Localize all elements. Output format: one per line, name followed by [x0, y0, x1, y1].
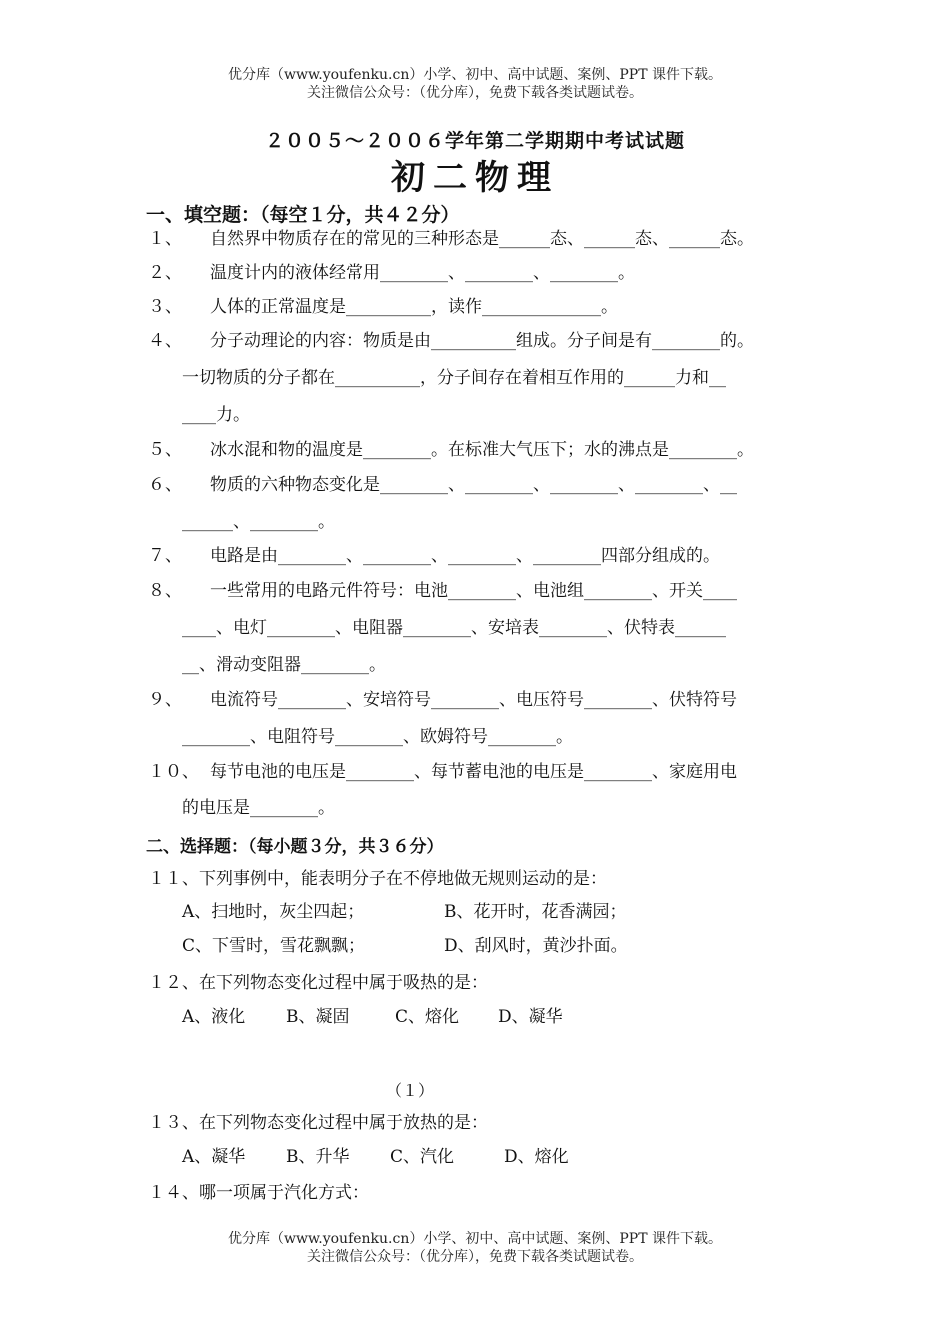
- question-11-option-b: B、花开时，花香满园；: [444, 902, 627, 922]
- question-3: [148, 296, 618, 318]
- question-number: １０、: [148, 762, 199, 782]
- section-fill-in-blank: 一、填空题：（每空１分，共４２分）: [146, 204, 460, 226]
- question-13-option-d: D、熔化: [504, 1147, 569, 1167]
- question-12-option-b: B、凝固: [286, 1007, 350, 1027]
- question-14: １４、哪一项属于汽化方式：: [148, 1183, 369, 1203]
- question-9: [148, 689, 737, 711]
- page-number: （１）: [385, 1081, 434, 1100]
- page-header: [0, 66, 950, 102]
- question-10-cont-1: 的电压是________。: [182, 798, 335, 818]
- question-text: 电路是由________、________、________、________四部分组成的。: [210, 546, 720, 566]
- question-11-option-a: A、扫地时，灰尘四起；: [182, 902, 365, 922]
- question-number: ２、: [148, 263, 182, 283]
- question-11-option-d: D、刮风时，黄沙扑面。: [444, 936, 628, 956]
- question-12-option-d: D、凝华: [498, 1007, 563, 1027]
- page-footer: [0, 1230, 950, 1266]
- header-line-1: 优分库（www.youfenku.cn）小学、初中、高中试题、案例、PPT 课件下载。: [227, 67, 722, 83]
- question-8-cont-2: __、滑动变阻器________。: [182, 655, 386, 675]
- question-12: １２、在下列物态变化过程中属于吸热的是：: [148, 973, 488, 993]
- question-12-option-c: C、熔化: [395, 1007, 460, 1027]
- question-text: 自然界中物质存在的常见的三种形态是______态、______态、______态。: [210, 229, 754, 249]
- question-number: ９、: [148, 690, 182, 710]
- question-text: 人体的正常温度是__________，读作______________。: [210, 297, 618, 317]
- question-13-option-b: B、升华: [286, 1147, 350, 1167]
- header-line-2: 关注微信公众号：（优分库），免费下载各类试题试卷。: [307, 85, 643, 101]
- question-7: [148, 545, 720, 567]
- question-4-cont-2: ____力。: [182, 405, 250, 425]
- question-4: [148, 330, 754, 352]
- question-1: [148, 228, 754, 250]
- question-text: 温度计内的液体经常用________、________、________。: [210, 263, 635, 283]
- question-6: [148, 474, 737, 496]
- question-13: １３、在下列物态变化过程中属于放热的是：: [148, 1113, 488, 1133]
- question-13-option-a: A、凝华: [182, 1147, 246, 1167]
- question-6-cont-1: ______、________。: [182, 512, 335, 532]
- question-13-option-c: C、汽化: [390, 1147, 455, 1167]
- question-8: [148, 580, 737, 602]
- question-number: １、: [148, 229, 182, 249]
- question-number: ６、: [148, 475, 182, 495]
- question-number: ８、: [148, 581, 182, 601]
- question-4-cont-1: 一切物质的分子都在__________，分子间存在着相互作用的______力和__: [182, 368, 726, 388]
- question-10: [148, 761, 737, 783]
- question-text: 电流符号________、安培符号________、电压符号________、伏特符号: [210, 690, 737, 710]
- question-text: 物质的六种物态变化是________、________、________、________、__: [210, 475, 737, 495]
- question-11-option-c: C、下雪时，雪花飘飘；: [182, 936, 366, 956]
- exam-title: ２００５～２００６学年第二学期期中考试试题: [264, 130, 685, 152]
- question-number: ５、: [148, 440, 182, 460]
- question-text: 每节电池的电压是________、每节蓄电池的电压是________、家庭用电: [210, 762, 737, 782]
- question-text: 一些常用的电路元件符号：电池________、电池组________、开关____: [210, 581, 737, 601]
- question-number: ７、: [148, 546, 182, 566]
- question-9-cont-1: ________、电阻符号________、欧姆符号________。: [182, 727, 573, 747]
- question-12-option-a: A、液化: [182, 1007, 246, 1027]
- question-11: １１、下列事例中，能表明分子在不停地做无规则运动的是：: [148, 869, 607, 889]
- question-text: 冰水混和物的温度是________。在标准大气压下；水的沸点是________。: [210, 440, 754, 460]
- question-text: 分子动理论的内容：物质是由__________组成。分子间是有________的。: [210, 331, 754, 351]
- subject-title: 初二物理: [391, 158, 559, 198]
- footer-line-1: 优分库（www.youfenku.cn）小学、初中、高中试题、案例、PPT 课件下载。: [227, 1231, 722, 1247]
- question-number: ３、: [148, 297, 182, 317]
- question-2: [148, 262, 635, 284]
- footer-line-2: 关注微信公众号：（优分库），免费下载各类试题试卷。: [307, 1249, 643, 1265]
- question-number: ４、: [148, 331, 182, 351]
- question-5: [148, 439, 754, 461]
- question-8-cont-1: ____、电灯________、电阻器________、安培表________、伏特表______: [182, 618, 726, 638]
- section-multiple-choice: 二、选择题：（每小题３分，共３６分）: [146, 837, 444, 857]
